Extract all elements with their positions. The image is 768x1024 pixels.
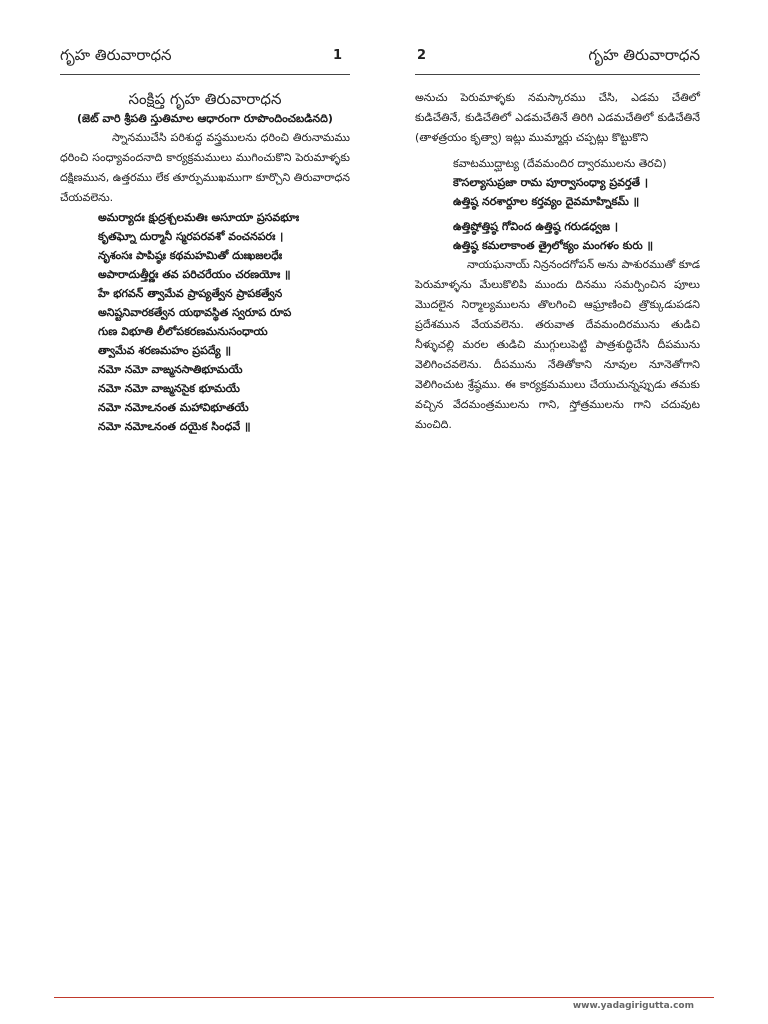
verse-line: నమో నమోఽనంత మహావిభూతయే xyxy=(98,401,249,414)
intro-paragraph: అనుచు పెరుమాళ్ళకు నమస్కారము చేసి, ఎడమ చేతిలో కుడిచేతినే, కుడిచేతిలో ఎడమచేతినే తిరిగి ఎడమచేతిలో కుడిచేతినే (తాళత్రయం కృత్వా) ఇట్లు ముమ్మార్లు చప్పట్లు కొట్టుకొని xyxy=(415,91,700,144)
verse-line: గుణ విభూతి లీలోపకరణమనుసంధాయ xyxy=(98,325,268,338)
verse-line: కవాటముద్ఘాట్య (దేవమందిర ద్వారములను తెరచి) xyxy=(453,157,667,170)
verse-line: నమో నమో వాఙ్మనసైక భూమయే xyxy=(98,382,240,395)
page-number: 1 xyxy=(332,48,342,63)
verse-line: ఉత్తిష్ఠోత్తిష్ఠ గోవింద ఉత్తిష్ఠ గరుడధ్వజ । xyxy=(453,220,619,233)
footer-url: www.yadagirigutta.com xyxy=(572,1001,694,1011)
section-subheading: (జెట్ వారి శ్రీపతి స్తుతిమాల ఆధారంగా రూపొందించబడినది) xyxy=(77,112,333,125)
verse-line: నమో నమోఽనంత దయైక సింధవే ॥ xyxy=(98,420,251,433)
right-page-content xyxy=(415,88,700,435)
verse-line: అపారాదుత్తీర్ణః తవ పరిచరేయం చరణయోః ॥ xyxy=(98,268,291,281)
verse-line: ఉత్తిష్ఠ కమలాకాంత త్రైలోక్యం మంగళం కురు ॥ xyxy=(453,239,654,252)
page-number: 2 xyxy=(417,48,427,63)
verse-line: నృశంసః పాపిష్ఠః కథమహమితో దుఃఖజలధేః xyxy=(98,249,283,262)
verse-block xyxy=(415,173,700,211)
footer-rule xyxy=(54,997,714,998)
verse-line: కౌసల్యాసుప్రజా రామ పూర్వాసంధ్యా ప్రవర్తతే । xyxy=(453,176,649,189)
section-heading: సంక్షిప్త గృహ తిరువారాధన xyxy=(128,90,282,108)
running-title: గృహ తిరువారాధన xyxy=(588,46,700,64)
verse-line: కృతఘ్నో దుర్మానీ స్మరపరవశో వంచనపరః । xyxy=(98,230,284,243)
closing-paragraph: నాయఘనాయ్ నిన్రనందగోపన్ అను పాశురముతో కూడ పెరుమాళ్ళను మేలుకొలిపి ముందు దినము సమర్పించిన పూలు మొదలైన నిర్మాల్యములను తొలగించి ఆఘ్రాణించి త్రొక్కుడుపడని ప్రదేశమున వేయవలెను. తరువాత దేవమందిరమును తుడిచి నీళ్ళుచల్లి మరల తుడిచి ముగ్గులుపెట్టి పాత్రశుద్ధిచేసి దీపమును వెలిగించవలెను. దీపమును నేతితోకాని నూవుల నూనెతోగాని వెలిగించుట శ్రేష్ఠము. ఈ కార్యక్రమములు చేయుచున్నప్పుడు తమకు వచ్చిన వేదమంత్రములను గాని, స్తోత్రములను గాని చదువుట మంచిది. xyxy=(415,258,700,431)
verse-block xyxy=(60,208,350,436)
left-page-header xyxy=(60,44,350,75)
verse-line: నమో నమో వాఙ్మనసాతిభూమయే xyxy=(98,363,243,376)
left-page xyxy=(60,0,350,990)
intro-paragraph: స్నానముచేసి పరిశుద్ధ వస్త్రములను ధరించి తిరునామము ధరించి సంధ్యావందనాది కార్యక్రమములు ముగించుకొని పెరుమాళ్ళకు దక్షిణమున, ఉత్తరము లేక తూర్పుముఖముగా కూర్చొని తిరువారాధన చేయవలెను. xyxy=(60,131,350,204)
verse-block xyxy=(415,154,700,173)
left-page-content xyxy=(60,88,350,436)
right-page xyxy=(415,0,700,990)
verse-line: అనిష్టనివారకత్వేన యథావస్థిత స్వరూప రూప xyxy=(98,306,292,319)
verse-line: త్వామేవ శరణమహం ప్రపద్యే ॥ xyxy=(98,344,232,357)
right-page-header xyxy=(415,44,700,75)
verse-line: ఉత్తిష్ఠ నరశార్దూల కర్తవ్యం దైవమాహ్నికమ్ ॥ xyxy=(453,195,640,208)
verse-line: అమర్యాదః క్షుద్రశ్చలమతిః అసూయా ప్రసవభూః xyxy=(98,211,300,224)
running-title: గృహ తిరువారాధన xyxy=(60,46,172,64)
verse-block xyxy=(415,217,700,255)
verse-line: హే భగవన్ త్వామేవ ప్రాప్యత్వేన ప్రాపకత్వేన xyxy=(98,287,283,300)
